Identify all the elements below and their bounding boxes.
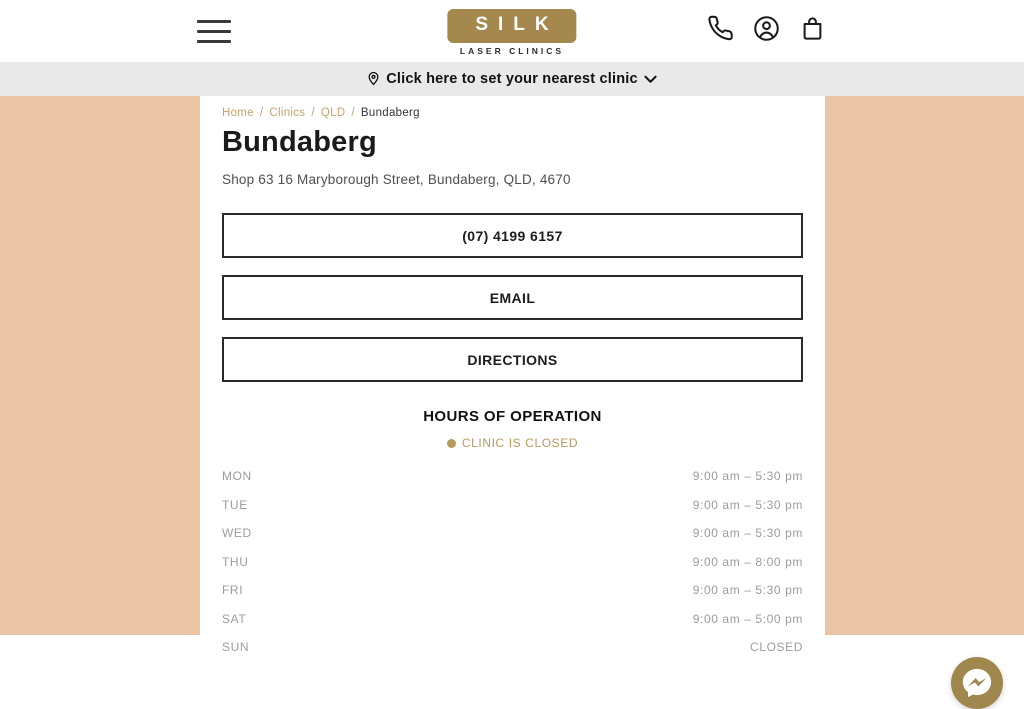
day-label: FRI: [222, 583, 244, 598]
silk-logo-badge: SILK: [447, 9, 576, 43]
site-header: [0, 0, 1024, 62]
hours-row-sat: [222, 605, 803, 634]
time-value: 9:00 am – 5:30 pm: [692, 583, 803, 598]
breadcrumb-home[interactable]: Home: [222, 107, 254, 119]
directions-button[interactable]: DIRECTIONS: [222, 337, 803, 382]
hours-table: [222, 462, 803, 662]
day-label: THU: [222, 554, 249, 569]
messenger-chat-button[interactable]: [951, 657, 1003, 709]
breadcrumb-clinics[interactable]: Clinics: [269, 107, 306, 119]
email-button[interactable]: EMAIL: [222, 275, 803, 320]
cart-bag-icon[interactable]: [797, 13, 827, 43]
day-label: TUE: [222, 497, 248, 512]
breadcrumb-separator: /: [351, 107, 355, 119]
status-dot-icon: [447, 439, 456, 448]
breadcrumb: [222, 107, 803, 119]
hours-row-tue: [222, 491, 803, 520]
account-icon[interactable]: [751, 13, 781, 43]
silk-logo-subtitle: LASER CLINICS: [459, 45, 565, 56]
time-value: 9:00 am – 8:00 pm: [692, 554, 803, 569]
day-label: MON: [222, 469, 252, 484]
clinic-status: [222, 436, 803, 450]
day-label: WED: [222, 526, 252, 541]
hours-row-thu: [222, 548, 803, 577]
time-value: 9:00 am – 5:30 pm: [692, 469, 803, 484]
hours-row-fri: [222, 576, 803, 605]
time-value: 9:00 am – 5:30 pm: [692, 497, 803, 512]
hours-row-wed: [222, 519, 803, 548]
day-label: SUN: [222, 640, 250, 655]
hours-row-mon: [222, 462, 803, 491]
breadcrumb-separator: /: [259, 107, 264, 119]
hours-row-sun: [222, 633, 803, 662]
clinic-content: [200, 96, 825, 655]
chevron-down-icon: [644, 75, 657, 84]
messenger-icon: [960, 666, 994, 700]
time-value: 9:00 am – 5:30 pm: [692, 526, 803, 541]
nearest-clinic-banner[interactable]: [0, 62, 1024, 96]
hours-title: HOURS OF OPERATION: [423, 408, 602, 425]
page-background: [0, 96, 1024, 655]
silk-logo[interactable]: [447, 9, 576, 56]
time-value: 9:00 am – 5:00 pm: [692, 611, 803, 626]
nearest-clinic-label: Click here to set your nearest clinic: [386, 71, 638, 87]
hours-of-operation-section: [222, 408, 803, 662]
location-pin-icon: [367, 71, 380, 87]
phone-number-button[interactable]: (07) 4199 6157: [222, 213, 803, 258]
clinic-address: Shop 63 16 Maryborough Street, Bundaberg, QLD, 4670: [222, 172, 571, 187]
header-icons: [705, 13, 827, 43]
breadcrumb-qld[interactable]: QLD: [320, 107, 346, 119]
hamburger-menu-icon[interactable]: [197, 20, 231, 43]
page-title: Bundaberg: [222, 126, 377, 158]
day-label: SAT: [222, 611, 247, 626]
phone-icon[interactable]: [705, 13, 735, 43]
time-value: CLOSED: [750, 640, 803, 655]
breadcrumb-current: Bundaberg: [360, 107, 420, 119]
breadcrumb-separator: /: [311, 107, 315, 119]
status-label: CLINIC IS CLOSED: [461, 436, 579, 450]
